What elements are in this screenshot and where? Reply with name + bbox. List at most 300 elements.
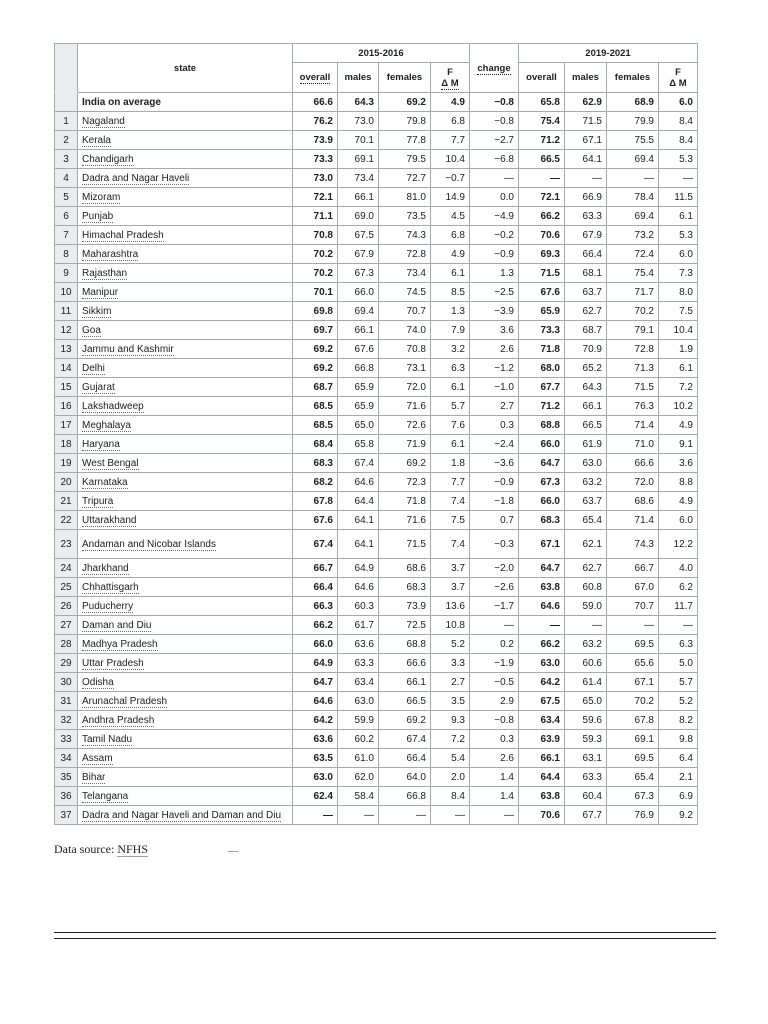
state-link[interactable]: Daman and Diu: [82, 619, 152, 631]
state-link[interactable]: Punjab: [82, 210, 114, 222]
rank-cell: 5: [55, 188, 78, 207]
state-link[interactable]: Gujarat: [82, 381, 115, 393]
cell-gap-2019: 8.4: [659, 131, 698, 150]
cell-gap-2015: 6.1: [431, 264, 470, 283]
cell-males-2015: 61.0: [338, 749, 379, 768]
cell-change: 2.7: [470, 397, 519, 416]
cell-males-2015: 73.0: [338, 112, 379, 131]
cell-males-2015: 65.9: [338, 378, 379, 397]
rank-cell: 15: [55, 378, 78, 397]
cell-females-2019: 70.7: [607, 597, 659, 616]
cell-males-2019: 60.8: [565, 578, 607, 597]
cell-males-2015: 64.1: [338, 511, 379, 530]
cell-gap-2015: 7.7: [431, 473, 470, 492]
cell-gap-2019: 5.0: [659, 654, 698, 673]
cell-overall-2019: 67.3: [519, 473, 565, 492]
state-link[interactable]: Karnataka: [82, 476, 128, 488]
table-row: [55, 302, 698, 321]
cell-change: −0.8: [470, 112, 519, 131]
cell-overall-2015: 66.0: [293, 635, 338, 654]
cell-males-2015: 67.6: [338, 340, 379, 359]
table-row: [55, 749, 698, 768]
cell-gap-2019: 6.3: [659, 635, 698, 654]
cell-females-2019: 69.4: [607, 150, 659, 169]
state-name-cell: [78, 435, 293, 454]
rank-cell: 11: [55, 302, 78, 321]
cell-females-2015: 66.1: [379, 673, 431, 692]
cell-change: −0.9: [470, 245, 519, 264]
state-name-cell: [78, 692, 293, 711]
cell-males-2015: 58.4: [338, 787, 379, 806]
cell-males-2019: 67.9: [565, 226, 607, 245]
cell-males-2015: 69.0: [338, 207, 379, 226]
cell-gap-2015: 1.3: [431, 302, 470, 321]
cell-gap-2019: 9.2: [659, 806, 698, 825]
rank-cell: 33: [55, 730, 78, 749]
rank-cell: 26: [55, 597, 78, 616]
state-link[interactable]: Madhya Pradesh: [82, 638, 158, 650]
cell-change: 1.4: [470, 768, 519, 787]
cell-females-2019: 65.6: [607, 654, 659, 673]
cell-overall-2019: 63.0: [519, 654, 565, 673]
cell-males-2019: 66.9: [565, 188, 607, 207]
cell-overall-2019: 71.2: [519, 397, 565, 416]
cell-gap-2019: 1.9: [659, 340, 698, 359]
cell-females-2015: 71.5: [379, 530, 431, 559]
state-link[interactable]: Sikkim: [82, 305, 112, 317]
state-link[interactable]: Nagaland: [82, 115, 125, 127]
cell-gap-2019: 6.0: [659, 93, 698, 112]
rank-cell: 12: [55, 321, 78, 340]
state-name-cell: [78, 806, 293, 825]
cell-females-2015: 74.5: [379, 283, 431, 302]
cell-overall-2019: —: [519, 169, 565, 188]
cell-females-2019: 67.8: [607, 711, 659, 730]
state-link[interactable]: Meghalaya: [82, 419, 131, 431]
cell-females-2015: —: [379, 806, 431, 825]
table-row: [55, 530, 698, 559]
state-name-cell: [78, 359, 293, 378]
cell-overall-2015: 70.8: [293, 226, 338, 245]
state-link[interactable]: Chhattisgarh: [82, 581, 139, 593]
cell-gap-2015: 5.2: [431, 635, 470, 654]
table-row: [55, 692, 698, 711]
table-row: [55, 654, 698, 673]
state-link[interactable]: Arunachal Pradesh: [82, 695, 168, 707]
table-row: [55, 150, 698, 169]
state-name-cell: [78, 616, 293, 635]
cell-overall-2019: 67.6: [519, 283, 565, 302]
state-link[interactable]: Telangana: [82, 790, 129, 802]
cell-males-2019: 67.7: [565, 806, 607, 825]
cell-overall-2015: 76.2: [293, 112, 338, 131]
table-row: [55, 207, 698, 226]
rank-cell: 27: [55, 616, 78, 635]
cell-males-2019: 63.7: [565, 283, 607, 302]
cell-overall-2019: 64.7: [519, 454, 565, 473]
cell-females-2015: 72.3: [379, 473, 431, 492]
state-link[interactable]: Maharashtra: [82, 248, 139, 260]
rank-cell: 35: [55, 768, 78, 787]
cell-overall-2019: 66.0: [519, 435, 565, 454]
cell-overall-2015: 66.7: [293, 559, 338, 578]
cell-gap-2015: 1.8: [431, 454, 470, 473]
cell-overall-2015: 66.4: [293, 578, 338, 597]
cell-overall-2019: 64.4: [519, 768, 565, 787]
table-row: [55, 340, 698, 359]
cell-males-2019: 63.3: [565, 768, 607, 787]
rank-cell: 6: [55, 207, 78, 226]
cell-overall-2015: 70.1: [293, 283, 338, 302]
cell-overall-2019: 71.8: [519, 340, 565, 359]
table-row: [55, 711, 698, 730]
table-row: [55, 597, 698, 616]
state-link[interactable]: Dadra and Nagar Haveli: [82, 172, 190, 184]
state-link[interactable]: Chandigarh: [82, 153, 134, 165]
table-row: [55, 559, 698, 578]
cell-change: —: [470, 169, 519, 188]
period2-header: 2019-2021: [519, 44, 698, 63]
state-name-cell: [78, 283, 293, 302]
cell-gap-2019: 4.0: [659, 559, 698, 578]
rank-cell: 19: [55, 454, 78, 473]
state-link[interactable]: Uttarakhand: [82, 514, 137, 526]
cell-females-2015: 73.5: [379, 207, 431, 226]
cell-females-2015: 79.8: [379, 112, 431, 131]
cell-males-2015: 64.3: [338, 93, 379, 112]
cell-overall-2015: 69.2: [293, 340, 338, 359]
cell-overall-2015: 67.4: [293, 530, 338, 559]
cell-females-2019: 79.1: [607, 321, 659, 340]
cell-overall-2019: 66.5: [519, 150, 565, 169]
state-link[interactable]: Andhra Pradesh: [82, 714, 155, 726]
cell-gap-2019: 5.3: [659, 150, 698, 169]
cell-gap-2015: 8.4: [431, 787, 470, 806]
cell-females-2019: 76.3: [607, 397, 659, 416]
rank-cell: 30: [55, 673, 78, 692]
state-name-cell: [78, 768, 293, 787]
state-link[interactable]: Himachal Pradesh: [82, 229, 164, 241]
cell-change: −1.8: [470, 492, 519, 511]
table-row: [55, 435, 698, 454]
cell-gap-2019: 11.5: [659, 188, 698, 207]
cell-females-2015: 64.0: [379, 768, 431, 787]
cell-gap-2019: 2.1: [659, 768, 698, 787]
cell-males-2015: 65.8: [338, 435, 379, 454]
state-name-cell: [78, 245, 293, 264]
cell-gap-2015: 2.7: [431, 673, 470, 692]
cell-males-2015: 69.4: [338, 302, 379, 321]
cell-overall-2019: 72.1: [519, 188, 565, 207]
cell-gap-2015: 10.8: [431, 616, 470, 635]
table-row: [55, 188, 698, 207]
cell-change: 2.9: [470, 692, 519, 711]
cell-overall-2015: 67.6: [293, 511, 338, 530]
cell-overall-2015: 70.2: [293, 245, 338, 264]
cell-males-2019: 63.7: [565, 492, 607, 511]
rank-cell: 29: [55, 654, 78, 673]
cell-females-2019: 68.9: [607, 93, 659, 112]
cell-females-2019: 70.2: [607, 692, 659, 711]
cell-gap-2015: 7.2: [431, 730, 470, 749]
cell-overall-2015: 66.3: [293, 597, 338, 616]
table-body: [55, 93, 698, 825]
cell-gap-2019: 6.9: [659, 787, 698, 806]
cell-gap-2015: 7.5: [431, 511, 470, 530]
rank-cell: 23: [55, 530, 78, 559]
cell-females-2019: 75.5: [607, 131, 659, 150]
cell-change: 2.6: [470, 340, 519, 359]
cell-change: −2.7: [470, 131, 519, 150]
cell-change: −2.0: [470, 559, 519, 578]
cell-overall-2019: 66.2: [519, 635, 565, 654]
state-link[interactable]: Manipur: [82, 286, 119, 298]
period2-females-header: females: [607, 63, 659, 93]
cell-overall-2015: 69.2: [293, 359, 338, 378]
cell-overall-2015: 73.0: [293, 169, 338, 188]
state-header[interactable]: state: [78, 44, 293, 93]
cell-gap-2019: 10.4: [659, 321, 698, 340]
state-name-cell: [78, 654, 293, 673]
cell-gap-2015: 3.3: [431, 654, 470, 673]
cell-overall-2015: 68.4: [293, 435, 338, 454]
cell-overall-2015: 72.1: [293, 188, 338, 207]
cell-change: −2.6: [470, 578, 519, 597]
state-name-cell: [78, 188, 293, 207]
cell-females-2015: 68.8: [379, 635, 431, 654]
period1-fm-gap-header[interactable]: F Δ M: [431, 63, 470, 93]
cell-females-2015: 73.4: [379, 264, 431, 283]
cell-females-2015: 77.8: [379, 131, 431, 150]
cell-overall-2015: 67.8: [293, 492, 338, 511]
cell-females-2015: 67.4: [379, 730, 431, 749]
table-row: [55, 473, 698, 492]
cell-gap-2019: 8.2: [659, 711, 698, 730]
cell-gap-2019: 10.2: [659, 397, 698, 416]
cell-overall-2019: 65.9: [519, 302, 565, 321]
cell-overall-2019: 67.1: [519, 530, 565, 559]
cell-males-2019: 71.5: [565, 112, 607, 131]
state-link[interactable]: Bihar: [82, 771, 106, 783]
cell-males-2019: 66.5: [565, 416, 607, 435]
period2-males-header: males: [565, 63, 607, 93]
cell-males-2019: 62.7: [565, 302, 607, 321]
cell-males-2019: 61.4: [565, 673, 607, 692]
rank-cell: [55, 93, 78, 112]
state-name-cell: [78, 673, 293, 692]
cell-overall-2015: 66.6: [293, 93, 338, 112]
cell-change: −2.4: [470, 435, 519, 454]
cell-gap-2019: 8.8: [659, 473, 698, 492]
cell-females-2015: 72.0: [379, 378, 431, 397]
rank-cell: 25: [55, 578, 78, 597]
cell-overall-2015: 64.2: [293, 711, 338, 730]
rank-cell: 21: [55, 492, 78, 511]
cell-change: 0.3: [470, 730, 519, 749]
cell-females-2015: 74.3: [379, 226, 431, 245]
state-link[interactable]: Kerala: [82, 134, 111, 146]
cell-females-2015: 72.8: [379, 245, 431, 264]
data-source-note: [54, 842, 148, 857]
cell-change: −4.9: [470, 207, 519, 226]
table-row: [55, 416, 698, 435]
cell-males-2019: 64.1: [565, 150, 607, 169]
cell-overall-2019: 63.9: [519, 730, 565, 749]
state-link[interactable]: Jammu and Kashmir: [82, 343, 174, 355]
cell-gap-2015: —: [431, 806, 470, 825]
period1-overall-header[interactable]: overall: [293, 63, 338, 93]
cell-females-2015: 69.2: [379, 93, 431, 112]
state-name-cell: [78, 340, 293, 359]
state-link[interactable]: Mizoram: [82, 191, 121, 203]
rank-cell: 37: [55, 806, 78, 825]
average-row: [55, 93, 698, 112]
state-link[interactable]: Odisha: [82, 676, 114, 688]
state-name-cell: [78, 169, 293, 188]
cell-females-2019: —: [607, 616, 659, 635]
state-name-cell: [78, 492, 293, 511]
cell-change: 1.4: [470, 787, 519, 806]
cell-overall-2019: 63.8: [519, 787, 565, 806]
table-row: [55, 169, 698, 188]
state-link[interactable]: Tripura: [82, 495, 114, 507]
cell-females-2019: 72.4: [607, 245, 659, 264]
table-row: [55, 283, 698, 302]
cell-gap-2019: 6.0: [659, 511, 698, 530]
cell-males-2015: 64.6: [338, 473, 379, 492]
cell-overall-2019: 64.6: [519, 597, 565, 616]
cell-gap-2015: 6.3: [431, 359, 470, 378]
rank-cell: 22: [55, 511, 78, 530]
cell-males-2015: 63.4: [338, 673, 379, 692]
cell-females-2019: 79.9: [607, 112, 659, 131]
cell-change: —: [470, 806, 519, 825]
cell-females-2019: 69.5: [607, 635, 659, 654]
cell-females-2019: 71.4: [607, 416, 659, 435]
cell-males-2015: 64.9: [338, 559, 379, 578]
cell-males-2019: 59.6: [565, 711, 607, 730]
rank-cell: 24: [55, 559, 78, 578]
cell-males-2019: 65.2: [565, 359, 607, 378]
state-link[interactable]: Tamil Nadu: [82, 733, 133, 745]
cell-overall-2015: 64.6: [293, 692, 338, 711]
cell-gap-2019: 6.1: [659, 207, 698, 226]
cell-males-2019: 67.1: [565, 131, 607, 150]
cell-females-2019: 67.1: [607, 673, 659, 692]
cell-females-2015: 71.6: [379, 511, 431, 530]
state-link[interactable]: Puducherry: [82, 600, 134, 612]
cell-change: −1.7: [470, 597, 519, 616]
state-name-cell: [78, 711, 293, 730]
state-link[interactable]: Dadra and Nagar Haveli and Daman and Diu: [82, 809, 282, 821]
cell-males-2015: 62.0: [338, 768, 379, 787]
state-link[interactable]: Goa: [82, 324, 101, 336]
state-name-cell: [78, 150, 293, 169]
cell-females-2019: 73.2: [607, 226, 659, 245]
state-link[interactable]: West Bengal: [82, 457, 139, 469]
cell-females-2015: 71.9: [379, 435, 431, 454]
cell-overall-2015: 71.1: [293, 207, 338, 226]
cell-overall-2015: 73.3: [293, 150, 338, 169]
state-link[interactable]: Rajasthan: [82, 267, 128, 279]
cell-gap-2019: 3.6: [659, 454, 698, 473]
period1-header: 2015-2016: [293, 44, 470, 63]
cell-females-2015: 68.6: [379, 559, 431, 578]
table-row: [55, 492, 698, 511]
state-link[interactable]: Lakshadweep: [82, 400, 144, 412]
cell-females-2019: 66.6: [607, 454, 659, 473]
cell-gap-2015: 3.5: [431, 692, 470, 711]
cell-gap-2019: 5.7: [659, 673, 698, 692]
cell-females-2019: 74.3: [607, 530, 659, 559]
cell-gap-2015: 7.4: [431, 530, 470, 559]
cell-gap-2019: 5.2: [659, 692, 698, 711]
cell-males-2015: 67.9: [338, 245, 379, 264]
cell-gap-2019: 7.2: [659, 378, 698, 397]
cell-change: −6.8: [470, 150, 519, 169]
cell-overall-2019: 66.2: [519, 207, 565, 226]
period2-overall-header: overall: [519, 63, 565, 93]
cell-females-2019: 69.5: [607, 749, 659, 768]
rank-cell: 17: [55, 416, 78, 435]
rank-cell: 32: [55, 711, 78, 730]
rank-cell: 13: [55, 340, 78, 359]
state-link[interactable]: Haryana: [82, 438, 120, 450]
cell-gap-2019: 6.2: [659, 578, 698, 597]
period2-fm-gap-header: F Δ M: [659, 63, 698, 93]
cell-gap-2019: 7.5: [659, 302, 698, 321]
source-link[interactable]: NFHS: [117, 842, 148, 856]
state-link[interactable]: Andaman and Nicobar Islands: [82, 538, 216, 550]
cell-females-2019: 65.4: [607, 768, 659, 787]
cell-males-2019: 63.2: [565, 473, 607, 492]
cell-gap-2015: 6.8: [431, 226, 470, 245]
state-link[interactable]: Jharkhand: [82, 562, 129, 574]
cell-change: −0.8: [470, 93, 519, 112]
cell-females-2015: 70.8: [379, 340, 431, 359]
cell-gap-2015: 9.3: [431, 711, 470, 730]
cell-gap-2015: 3.7: [431, 559, 470, 578]
cell-gap-2019: 11.7: [659, 597, 698, 616]
cell-males-2019: 66.1: [565, 397, 607, 416]
footnote-dash: [228, 851, 238, 852]
cell-overall-2019: 71.5: [519, 264, 565, 283]
cell-gap-2019: 5.3: [659, 226, 698, 245]
state-link[interactable]: Uttar Pradesh: [82, 657, 144, 669]
cell-overall-2015: 63.0: [293, 768, 338, 787]
cell-overall-2015: 70.2: [293, 264, 338, 283]
cell-gap-2015: 4.9: [431, 93, 470, 112]
cell-males-2019: 60.4: [565, 787, 607, 806]
change-header[interactable]: change: [470, 44, 519, 93]
cell-females-2015: 72.6: [379, 416, 431, 435]
state-link[interactable]: Assam: [82, 752, 113, 764]
cell-change: −0.2: [470, 226, 519, 245]
cell-overall-2015: 64.7: [293, 673, 338, 692]
state-name-cell: [78, 454, 293, 473]
cell-overall-2019: —: [519, 616, 565, 635]
cell-males-2019: 65.4: [565, 511, 607, 530]
cell-females-2015: 66.5: [379, 692, 431, 711]
state-link[interactable]: Delhi: [82, 362, 105, 374]
rank-cell: 14: [55, 359, 78, 378]
cell-males-2019: 62.1: [565, 530, 607, 559]
cell-change: 0.0: [470, 188, 519, 207]
state-name-cell: [78, 578, 293, 597]
cell-overall-2019: 66.1: [519, 749, 565, 768]
cell-gap-2015: 5.4: [431, 749, 470, 768]
cell-males-2019: 59.0: [565, 597, 607, 616]
